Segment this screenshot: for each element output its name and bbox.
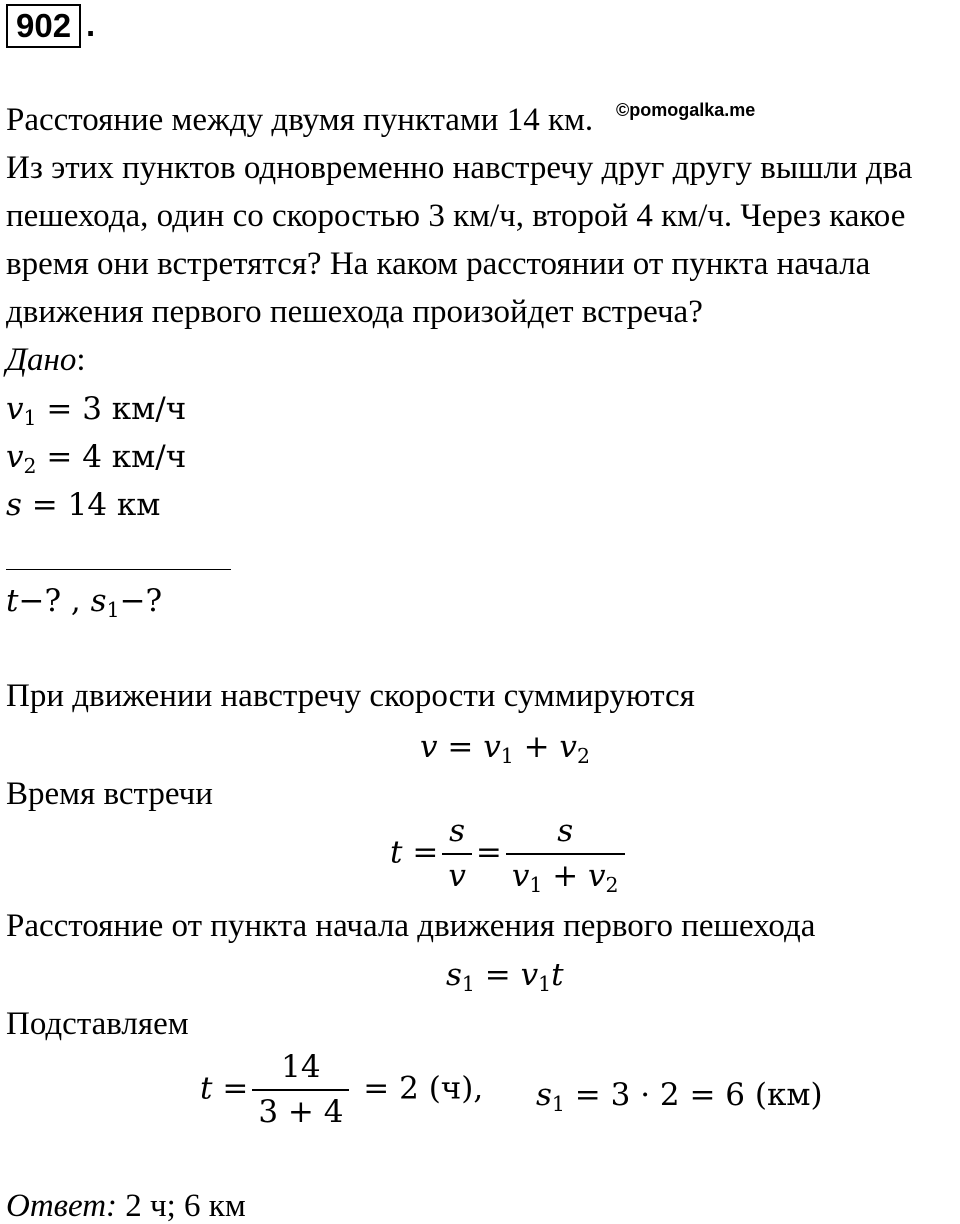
given-label: Дано bbox=[6, 342, 77, 378]
formula-v-sum: $v = v_1 + v_2$ bbox=[420, 729, 590, 769]
solution-text-3: Расстояние от пункта начала движения первого пешехода bbox=[6, 908, 816, 944]
solution-text-2: Время встречи bbox=[6, 776, 213, 812]
calc-t-numerator: 14 bbox=[281, 1049, 321, 1085]
given-heading bbox=[6, 344, 86, 377]
solution-text-1: При движении навстречу скорости суммируются bbox=[6, 678, 695, 714]
find-line: t−? , $s_1-$? bbox=[6, 583, 163, 623]
solution-text-4: Подставляем bbox=[6, 1006, 189, 1042]
answer-line bbox=[6, 1190, 246, 1223]
calc-t-denominator: 3 + 4 bbox=[252, 1089, 349, 1128]
given-v2: $v_2 = 4$ км/ч bbox=[6, 439, 187, 479]
formula-s1: $s_1 = v_1t$ bbox=[446, 957, 564, 997]
answer-label: Ответ: bbox=[6, 1188, 118, 1224]
problem-number-dot: . bbox=[86, 6, 96, 43]
given-s: s = 14 км bbox=[6, 487, 161, 523]
given-v1: $v_1 = 3$ км/ч bbox=[6, 391, 187, 431]
given-v2-value: = 4 км/ч bbox=[36, 439, 187, 475]
given-divider bbox=[6, 569, 231, 570]
calc-t: t = $\frac{14}{3 + 4}$ = 2 (ч), bbox=[200, 1049, 484, 1130]
statement-line-5: движения первого пешехода произойдет встреча? bbox=[6, 294, 703, 330]
given-colon: : bbox=[76, 342, 86, 378]
statement-line-3: пешехода, один со скоростью 3 км/ч, второй 4 км/ч. Через какое bbox=[6, 198, 906, 234]
statement-line-4: время они встретятся? На каком расстоянии от пункта начала bbox=[6, 246, 871, 282]
statement-line-2: Из этих пунктов одновременно навстречу друг другу вышли два bbox=[6, 150, 913, 186]
problem-number: 902 bbox=[6, 4, 81, 48]
calc-s1-result: = 3 · 2 = 6 (км) bbox=[564, 1077, 823, 1113]
calc-t-result: = 2 (ч), bbox=[353, 1070, 484, 1107]
answer-value: 2 ч; 6 км bbox=[117, 1188, 246, 1224]
watermark: ©pomogalka.me bbox=[616, 100, 756, 120]
given-v1-value: = 3 км/ч bbox=[36, 391, 187, 427]
given-s-value: = 14 км bbox=[21, 487, 161, 523]
statement-line-1: Расстояние между двумя пунктами 14 км. bbox=[6, 102, 594, 138]
calc-s1: $s_1 = 3 \cdot 2 = 6$ (км) bbox=[536, 1077, 823, 1117]
formula-t: t = $\frac{s}{v}$ = $\frac{s}{v_1 + v_2}$ bbox=[390, 816, 629, 892]
